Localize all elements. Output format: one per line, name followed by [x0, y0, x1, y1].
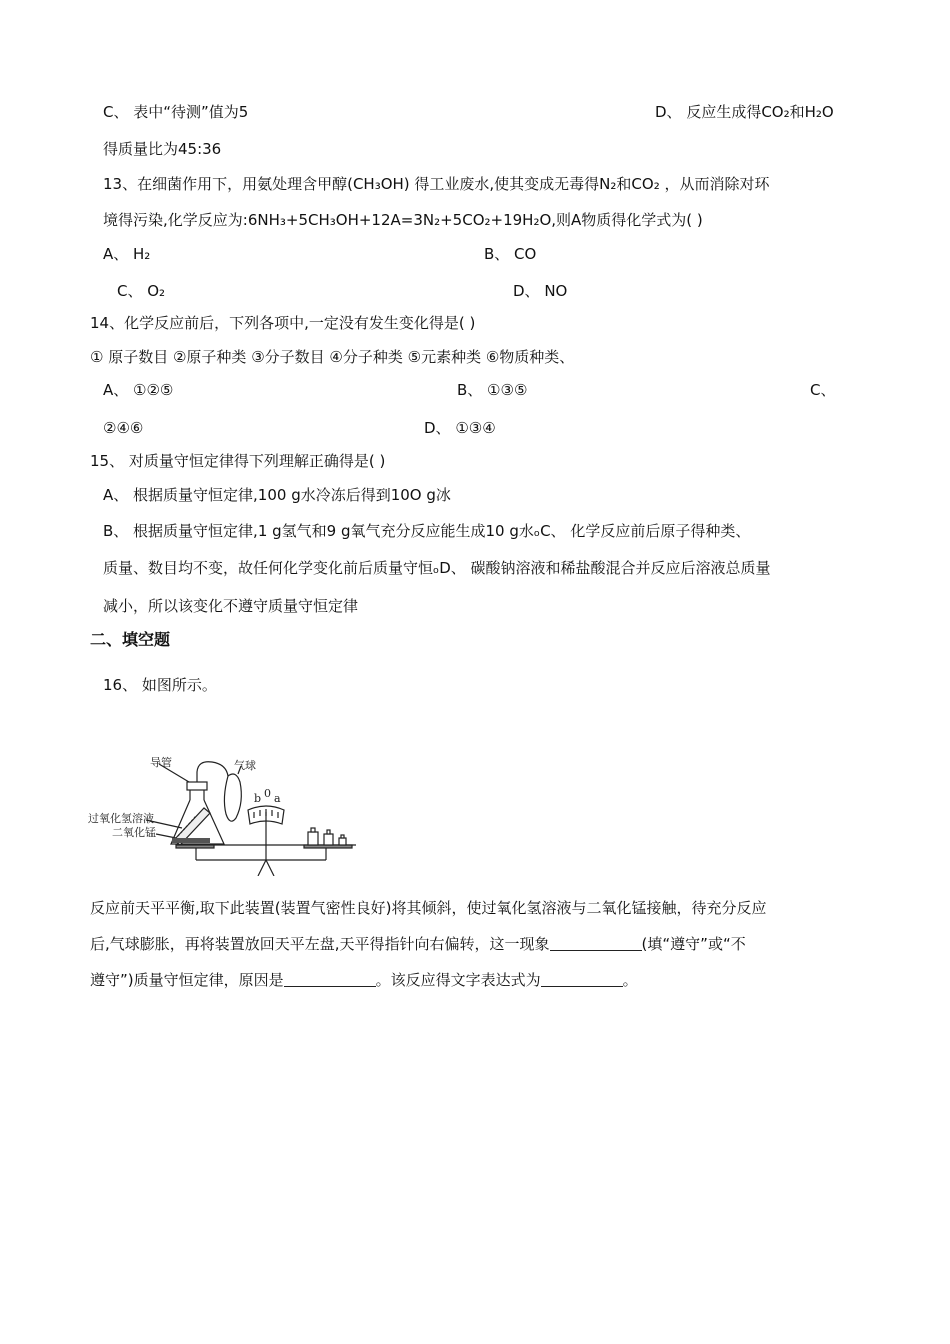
- answer-blank-2[interactable]: [284, 972, 376, 987]
- q13-stem-line2: 境得污染,化学反应为:6NH₃+5CH₃OH+12A=3N₂+5CO₂+19H₂O,则A物质得化学式为( ): [103, 211, 703, 229]
- q16-paragraph-line2-text: 后,气球膨胀，再将装置放回天平左盘,天平得指针向右偏转，这一现象: [90, 935, 550, 953]
- figure-label-balloon: 气球: [234, 759, 256, 772]
- flask-icon: [159, 762, 228, 844]
- q16-paragraph-line3: [90, 970, 638, 990]
- q13-option-a: A、 H₂: [103, 245, 151, 263]
- q14-option-a: A、 ①②⑤: [103, 381, 174, 399]
- q13-option-d: D、 NO: [513, 282, 568, 300]
- q14-stem: 14、化学反应前后，下列各项中,一定没有发生变化得是( ): [90, 314, 476, 332]
- balloon-icon: [224, 766, 241, 821]
- figure-label-tube: 导管: [150, 756, 172, 769]
- section-title-fill-in: 二、填空题: [90, 630, 171, 649]
- q13-stem-line1: 13、在细菌作用下，用氨处理含甲醇(CH₃OH) 得工业废水,使其变成无毒得N₂和CO₂ ，从而消除对环: [103, 175, 770, 193]
- q15-option-c-line: 质量、数目均不变，故任何化学变化前后质量守恒ₒD、 碳酸钠溶液和稀盐酸混合并反应后溶液总质量: [103, 559, 771, 577]
- q16-stem: 16、 如图所示。: [103, 676, 217, 694]
- q14-option-c: C、: [810, 381, 836, 399]
- q16-paragraph-line2-tail: (填“遵守”或“不: [641, 935, 746, 953]
- q12-option-d: D、 反应生成得CO₂和H₂O: [655, 103, 834, 121]
- q15-option-d-line: 减小，所以该变化不遵守质量守恒定律: [103, 597, 359, 615]
- figure-label-a: a: [274, 792, 281, 805]
- q14-option-c-continued: ②④⑥: [103, 419, 144, 437]
- q14-option-b: B、 ①③⑤: [457, 381, 528, 399]
- q14-option-d: D、 ①③④: [424, 419, 496, 437]
- answer-blank-1[interactable]: [550, 936, 642, 951]
- q15-option-b-line: B、 根据质量守恒定律,1 g氢气和9 g氧气充分反应能生成10 g水ₒC、 化学反应前后原子得种类、: [103, 522, 751, 540]
- q13-option-c: C、 O₂: [117, 282, 166, 300]
- figure-label-mno2: 二氧化锰: [112, 826, 156, 839]
- q16-paragraph-line2: [90, 934, 746, 954]
- figure-label-0: 0: [264, 787, 271, 800]
- q12-option-c: C、 表中“待测”值为5: [103, 103, 249, 121]
- balance-apparatus-figure: [86, 752, 358, 876]
- q15-option-a: A、 根据质量守恒定律,100 g水冷冻后得到10O g冰: [103, 486, 451, 504]
- figure-label-h2o2: 过氧化氢溶液: [88, 812, 154, 825]
- q15-stem: 15、 对质量守恒定律得下列理解正确得是( ): [90, 452, 386, 470]
- weights-icon: [308, 828, 346, 845]
- q16-paragraph-line3-end: 。: [622, 971, 638, 989]
- figure-label-b: b: [254, 792, 262, 805]
- q12-option-d-continued: 得质量比为45:36: [103, 140, 222, 158]
- q13-option-b: B、 CO: [484, 245, 537, 263]
- q16-paragraph-line3-mid: 。该反应得文字表达式为: [375, 971, 541, 989]
- q14-items: ① 原子数目 ②原子种类 ③分子数目 ④分子种类 ⑤元素种类 ⑥物质种类、: [90, 348, 575, 366]
- answer-blank-3[interactable]: [541, 972, 623, 987]
- q16-paragraph-line3-text: 遵守”)质量守恒定律，原因是: [90, 971, 284, 989]
- q16-paragraph-line1: 反应前天平平衡,取下此装置(装置气密性良好)将其倾斜，使过氧化氢溶液与二氧化锰接触，待充分反应: [90, 899, 767, 917]
